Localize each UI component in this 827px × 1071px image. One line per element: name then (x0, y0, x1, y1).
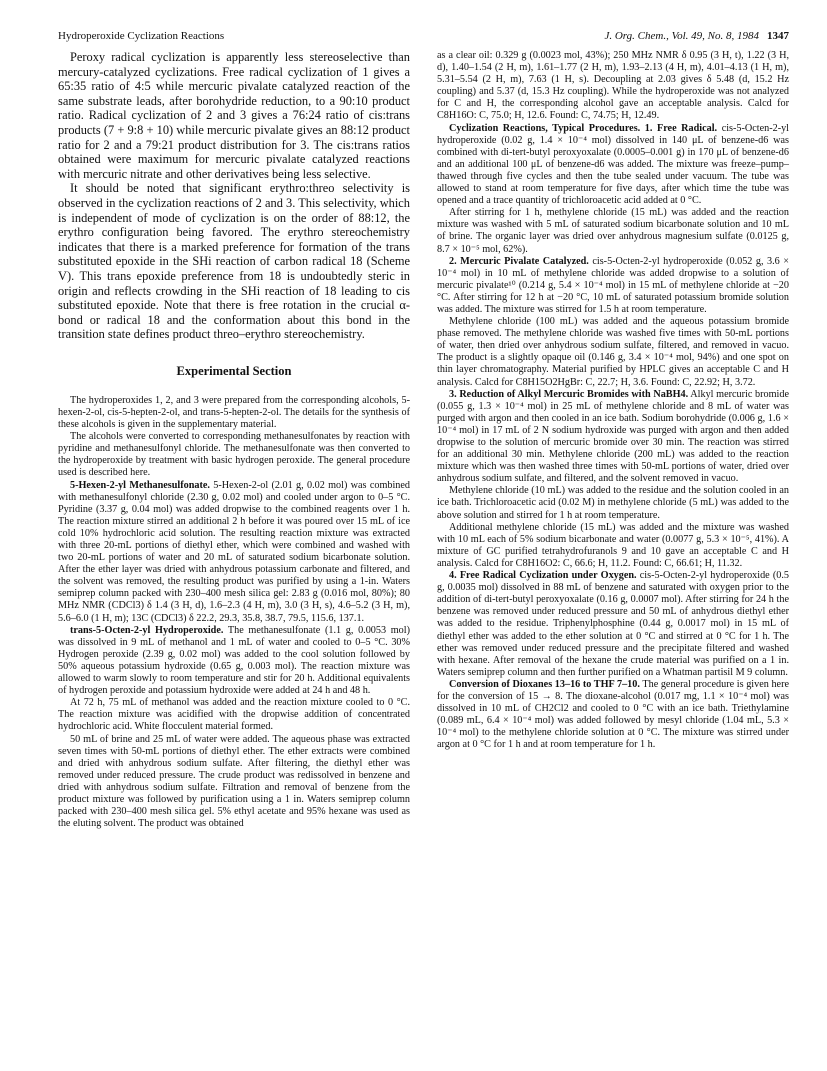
paragraph: After stirring for 1 h, methylene chloride (15 mL) was added and the reaction mixture was washed with 5 mL of saturated sodium bicarbonate solution and 10 mL of brine. The organic layer was dried over anhydrous magnesium sulfate (0.0125 g, 8.7 × 10⁻⁵ mol, 62%). (437, 207, 789, 255)
two-column-body (58, 50, 789, 830)
procedure-paragraph (437, 389, 789, 486)
procedure-title: Cyclization Reactions, Typical Procedures. 1. Free Radical. (449, 122, 718, 134)
paragraph: Additional methylene chloride (15 mL) was added and the mixture was washed with 10 mL each of 5% sodium bicarbonate and water (0.0077 g, 5.3 × 10⁻⁵, 41%). A mixture of GC purified tetrahydrofuranols 9 and 10 gave an acceptable C and H analysis. Calcd for C8H16O2: C, 66.6; H, 11.2. Found: C, 66.61; H, 11.32. (437, 521, 789, 569)
journal-name: J. Org. Chem., Vol. 49, No. 8, 1984 (604, 30, 759, 42)
procedure-paragraph (437, 256, 789, 316)
procedure-text: The methanesulfonate (1.1 g, 0.0053 mol) was dissolved in 9 mL of methanol and 1 mL of water and cooled to 0–5 °C. 30% Hydrogen peroxide (2.39 g, 0.02 mol) was added to the cool solution followed by 50% aqueous potassium hydroxide (0.65 g, 0.003 mol). The reaction mixture was allowed to warm slowly to room temperature and stir for 20 h. Additional equivalents of hydrogen peroxide and potassium hydroxide were added at 24 h and 48 h. (58, 624, 410, 697)
procedure-paragraph (437, 570, 789, 679)
running-head (58, 30, 789, 46)
discussion-text (58, 50, 410, 342)
procedure-title: Conversion of Dioxanes 13–16 to THF 7–10. (449, 678, 640, 690)
right-column (437, 50, 789, 830)
paragraph: The hydroperoxides 1, 2, and 3 were prepared from the corresponding alcohols, 5-hexen-2-ol, cis-5-hepten-2-ol, and trans-5-hepten-2-ol. The details for the synthesis of these alcohols is given in the supplementary material. (58, 394, 410, 431)
experimental-text (58, 395, 410, 830)
procedure-paragraph (437, 123, 789, 208)
procedure-paragraph (437, 679, 789, 752)
procedure-title: 4. Free Radical Cyclization under Oxygen. (449, 570, 637, 582)
paragraph: Peroxy radical cyclization is apparently less stereoselective than mercury-catalyzed cyclizations. Free radical cyclization of 1 gives a 65:35 ratio of 4:5 while mercuric pivalate catalyzed reaction of the same substrate leads, after borohydride reduction, to a 90:10 product ratio. Radical cyclization of 2 and 3 gives a 76:24 ratio of cis:trans products (7 + 9:8 + 10) while mercuric pivalate gives an 88:12 product ratio for 2 and a 79:21 product distribution for 3. The cis:trans ratios obtained were maximum for mercuric pivalate catalyzed reactions with mercuric nitrate and other derivatives being less selective. (58, 50, 410, 181)
paragraph: The alcohols were converted to corresponding methanesulfonates by reaction with pyridine and methanesulfonyl chloride. The methanesulfonate was then converted to the hydroperoxide by treatment with basic hydrogen peroxide. The general procedure used is described here. (58, 431, 410, 479)
procedure-text: cis-5-Octen-2-yl hydroperoxide (0.5 g, 0.0035 mol) dissolved in 88 mL of benzene and saturated with oxygen prior to the addition of di-tert-butyl peroxyoxalate (0.16 g, 0.0007 mol). After stirring for 24 h the benzene was removed under reduced pressure and 50 mL of anhydrous diethyl ether was added to the residue. Triphenylphosphine (0.44 g, 0.0017 mol) in 15 mL of diethyl ether was added to the ether solution at 0 °C and stirred at 0 °C for 1 h. The ether was removed under reduced pressure and the precipitate filtered and washed with hexane. After removal of the hexane the crude material was purified on a 1 in. Waters semiprep column and then further purified on a Whatman partisil M 9 column. (437, 570, 790, 678)
procedure-title: 2. Mercuric Pivalate Catalyzed. (449, 255, 589, 267)
procedure-title: trans-5-Octen-2-yl Hydroperoxide. (70, 624, 224, 636)
procedure-text: cis-5-Octen-2-yl hydroperoxide (0.02 g, 1.4 × 10⁻⁴ mol) dissolved in 140 μL of benzene-d6 was combined with di-tert-butyl peroxyoxalate (0.0005–0.001 g) in 170 μL of benzene-d6 and an additional 100 μL of benzene-d6 was added. The mixture was freeze–pump–thawed through five cycles and then the tube sealed under vacuum. The tube was allowed to stand at room temperature for five days, after which time the tube was opened and a trace quantity of trichloroacetic acid added at 0 °C. (437, 122, 790, 207)
left-column (58, 50, 410, 830)
procedure-title: 5-Hexen-2-yl Methanesulfonate. (70, 479, 210, 491)
procedure-paragraph (58, 480, 410, 625)
paragraph: 50 mL of brine and 25 mL of water were added. The aqueous phase was extracted seven times with 50-mL portions of diethyl ether. The ether extracts were combined and dried with anhydrous sodium sulfate. After filtering, the diethyl ether was removed under reduced pressure. The crude product was redissolved in benzene and dried with anhydrous sodium sulfate. Filtration and removal of benzene from the product mixture was followed by purification using a 1 in. Waters semiprep column packed with 230–400 mesh silica gel. 5% ethyl acetate and 95% hexane was used as the eluting solvent. The product was obtained (58, 733, 410, 830)
procedure-text: Alkyl mercuric bromide (0.055 g, 1.3 × 10⁻⁴ mol) in 25 mL of methylene chloride and 8 mL of water was purged with argon and then cooled in an ice bath. Sodium borohydride (0.006 g, 1.6 × 10⁻⁴ mol) in 17 mL of 2 N sodium hydroxide was purged with argon and then added dropwise to the solution of mercuric bromide over 30 min. The reaction was stirred for an additional 30 min. Methylene chloride (200 mL) was added to the reaction mixture which was then washed three times with 50-mL portions of water, dried over anhydrous sodium sulfate, and filtered, and the solvent removed in vacuo. (437, 388, 790, 485)
paragraph: Methylene chloride (100 mL) was added and the aqueous potassium bromide phase removed. The methylene chloride was washed five times with 50-mL portions of water, then dried over anhydrous sodium sulfate, filtered, and removed in vacuo. The product is a slightly opaque oil (0.146 g, 3.4 × 10⁻⁴ mol, 94%) and one spot on thin layer chromatography. Material purified by HPLC gives an acceptable C and H analysis. Calcd for C8H15O2HgBr: C, 22.7; H, 3.6. Found: C, 22.92; H, 3.72. (437, 316, 789, 388)
procedure-title: 3. Reduction of Alkyl Mercuric Bromides with NaBH4. (449, 388, 689, 400)
paragraph: At 72 h, 75 mL of methanol was added and the reaction mixture cooled to 0 °C. The reaction mixture was acidified with the dropwise addition of concentrated hydrochloric acid. White flocculent material formed. (58, 697, 410, 733)
procedure-text: cis-5-Octen-2-yl hydroperoxide (0.052 g, 3.6 × 10⁻⁴ mol) in 10 mL of methylene chloride was added dropwise to a solution of mercuric pivalate¹⁰ (0.214 g, 5.4 × 10⁻⁴ mol) in 15 mL of methylene chloride at −20 °C. After stirring for 12 h at −20 °C, 10 mL of saturated potassium bromide solution was added. The mixture was stirred for 1.5 h at room temperature. (437, 255, 790, 315)
paragraph: Methylene chloride (10 mL) was added to the residue and the solution cooled in an ice bath. Trichloroacetic acid (0.02 M) in methylene chloride (5 mL) was added to the above solution and stirred for 1 h at room temperature. (437, 485, 789, 521)
section-heading: Experimental Section (176, 363, 292, 378)
procedure-paragraph (58, 625, 410, 698)
paragraph: as a clear oil: 0.329 g (0.0023 mol, 43%); 250 MHz NMR δ 0.95 (3 H, t), 1.22 (3 H, d), 1.40–1.54 (2 H, m), 1.61–1.77 (2 H, m), 1.93–2.13 (4 H, m), 4.01–4.13 (1 H, m), 5.31–5.54 (2 H, m), 7.63 (1 H, s). Decoupling at 2.03 gives δ 5.48 (d, 15.2 Hz coupling) and 5.37 (d, 15.3 Hz coupling). While the hydroperoxide was not analyzed for C and H, the corresponding alcohol gave an acceptable analysis. Calcd for C8H16O: C, 75.0; H, 12.6. Found: C, 74.75; H, 12.49. (437, 50, 789, 122)
running-title: Hydroperoxide Cyclization Reactions (58, 30, 225, 42)
page-number: 1347 (767, 30, 789, 42)
procedure-text: The general procedure is given here for the conversion of 15 → 8. The dioxane-alcohol (0.017 mg, 1.1 × 10⁻⁴ mol) was dissolved in 10 mL of CH2Cl2 and cooled to 0 °C with an ice bath. Triethylamine (0.089 mL, 6.4 × 10⁻⁴ mol) was added followed by mesyl chloride (1.04 mL, 5.3 × 10⁻⁴ mol) to the methylene chloride solution at 0 °C. The mixture was stirred under argon at 0 °C for 1 h and at room temperature for 1 h. (437, 678, 789, 751)
procedure-text: 5-Hexen-2-ol (2.01 g, 0.02 mol) was combined with methanesulfonyl chloride (2.30 g, 0.02 mol) and cooled under argon to 0–5 °C. Pyridine (3.37 g, 0.04 mol) was added dropwise to the combined reagents over 1 h. The reaction mixture stirred an additional 2 h before it was poured over 15 mL of ice cold 10% hydrochloric acid solution. The resulting reaction mixture was extracted with three 20-mL portions of diethyl ether, which were combined and washed with two 20-mL portions of water and 20 mL of saturated sodium bicarbonate solution. After the ether layer was dried with anhydrous potassium carbonate and filtered, and the solvent was removed, the resulting product was purified by using a 1-in. Waters semiprep column packed with 230–400 mesh silica gel: 2.83 g (0.016 mol, 80%); 80 MHz NMR (CDCl3) δ 1.4 (3 H, d), 1.6–2.3 (4 H, m), 3.0 (3 H, s), 4.6–5.2 (3 H, m), 5.6–6.0 (1 H, m); 13C (CDCl3) δ 22.2, 29.3, 35.8, 38.7, 79.5, 115.6, 137.1. (58, 479, 410, 624)
paragraph: It should be noted that significant erythro:threo selectivity is observed in the cyclization reactions of 2 and 3. This selectivity, which is independent of mode of cyclization is on the order of 88:12, the erythro configuration being favored. The erythro stereochemistry indicates that there is a marked preference for formation of the trans substituted epoxide in the SHi reaction of carbon radical 18 (Scheme V). This trans epoxide preference from 18 is undoubtedly steric in origin and reflects crowding in the SHi reaction of 18 leading to cis substituted epoxide. Note that there is free rotation in the crucial α-bond or radical 18 and the conformation about this bond in the transition state defines product threo–erythro stereochemistry. (58, 181, 410, 342)
journal-citation (604, 30, 789, 42)
